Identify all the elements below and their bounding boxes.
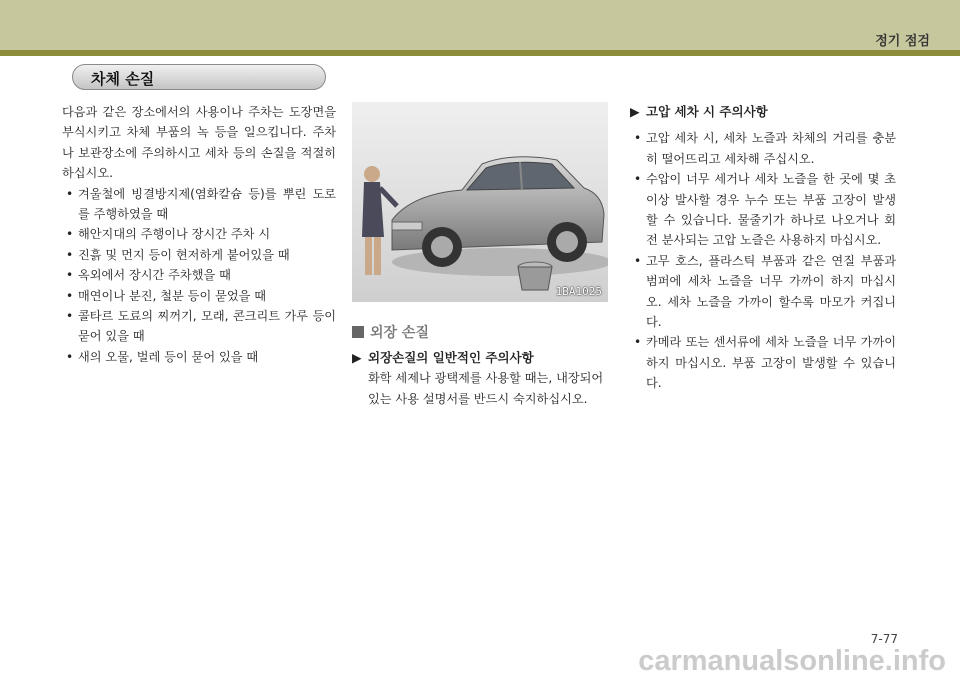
list-item: • 수압이 너무 세거나 세차 노즐을 한 곳에 몇 초 이상 발사할 경우 누수 또는 부품 고장이 발생할 수 있습니다. 물줄기가 하나로 나오거나 회전 분사되는 고압 노즐은 사용하지 마십시오. bbox=[630, 169, 896, 251]
list-item: • 옥외에서 장시간 주차했을 때 bbox=[62, 265, 336, 285]
right-column bbox=[630, 102, 896, 394]
high-pressure-heading-text: 고압 세차 시 주의사항 bbox=[646, 104, 768, 119]
list-item: • 고압 세차 시, 세차 노즐과 차체의 거리를 충분히 떨어뜨리고 세차해 주십시오. bbox=[630, 128, 896, 169]
list-item: • 새의 오물, 벌레 등이 묻어 있을 때 bbox=[62, 347, 336, 367]
high-pressure-list bbox=[630, 128, 896, 393]
caution-heading-text: 외장손질의 일반적인 주의사항 bbox=[368, 350, 534, 365]
header-band bbox=[0, 0, 960, 50]
square-bullet-icon bbox=[352, 326, 364, 338]
high-pressure-heading bbox=[630, 102, 896, 122]
section-title: 차체 손질 bbox=[91, 70, 155, 88]
middle-column bbox=[352, 348, 608, 409]
exterior-heading-text: 외장 손질 bbox=[370, 325, 429, 341]
list-item: • 콜타르 도료의 찌꺼기, 모래, 콘크리트 가루 등이 묻어 있을 때 bbox=[62, 306, 336, 347]
triangle-right-icon: ▶ bbox=[352, 350, 362, 365]
chapter-title: 정기 점검 bbox=[875, 34, 930, 49]
exterior-heading bbox=[352, 322, 429, 342]
watermark: carmanualsonline.info bbox=[638, 645, 946, 677]
triangle-right-icon: ▶ bbox=[630, 104, 640, 119]
caution-heading bbox=[352, 348, 608, 368]
figure-code: 1BA1025 bbox=[555, 285, 602, 298]
section-title-pill bbox=[72, 64, 326, 90]
left-column bbox=[62, 102, 336, 367]
header-rule bbox=[0, 50, 960, 56]
condition-list bbox=[62, 184, 336, 368]
car-washing-illustration bbox=[352, 102, 608, 302]
list-item: • 매연이나 분진, 철분 등이 묻었을 때 bbox=[62, 286, 336, 306]
list-item: • 진흙 및 먼지 등이 현저하게 붙어있을 때 bbox=[62, 245, 336, 265]
list-item: • 해안지대의 주행이나 장시간 주차 시 bbox=[62, 224, 336, 244]
page-number: 7-77 bbox=[870, 632, 898, 646]
list-item: • 고무 호스, 플라스틱 부품과 같은 연질 부품과 범퍼에 세차 노즐을 너무 가까이 하지 마십시오. 세차 노즐을 가까이 할수록 마모가 커집니다. bbox=[630, 251, 896, 333]
list-item: • 카메라 또는 센서류에 세차 노즐을 너무 가까이 하지 마십시오. 부품 고장이 발생할 수 있습니다. bbox=[630, 332, 896, 393]
car-illustration bbox=[352, 102, 608, 302]
list-item: • 겨울철에 빙결방지제(염화칼슘 등)를 뿌린 도로를 주행하였을 때 bbox=[62, 184, 336, 225]
intro-paragraph: 다음과 같은 장소에서의 사용이나 주차는 도장면을 부식시키고 차체 부품의 녹 등을 일으킵니다. 주차나 보관장소에 주의하시고 세차 등의 손질을 적절히 하십시오. bbox=[62, 105, 336, 181]
caution-text: 화학 세제나 광택제를 사용할 때는, 내장되어 있는 사용 설명서를 반드시 숙지하십시오. bbox=[368, 371, 604, 406]
